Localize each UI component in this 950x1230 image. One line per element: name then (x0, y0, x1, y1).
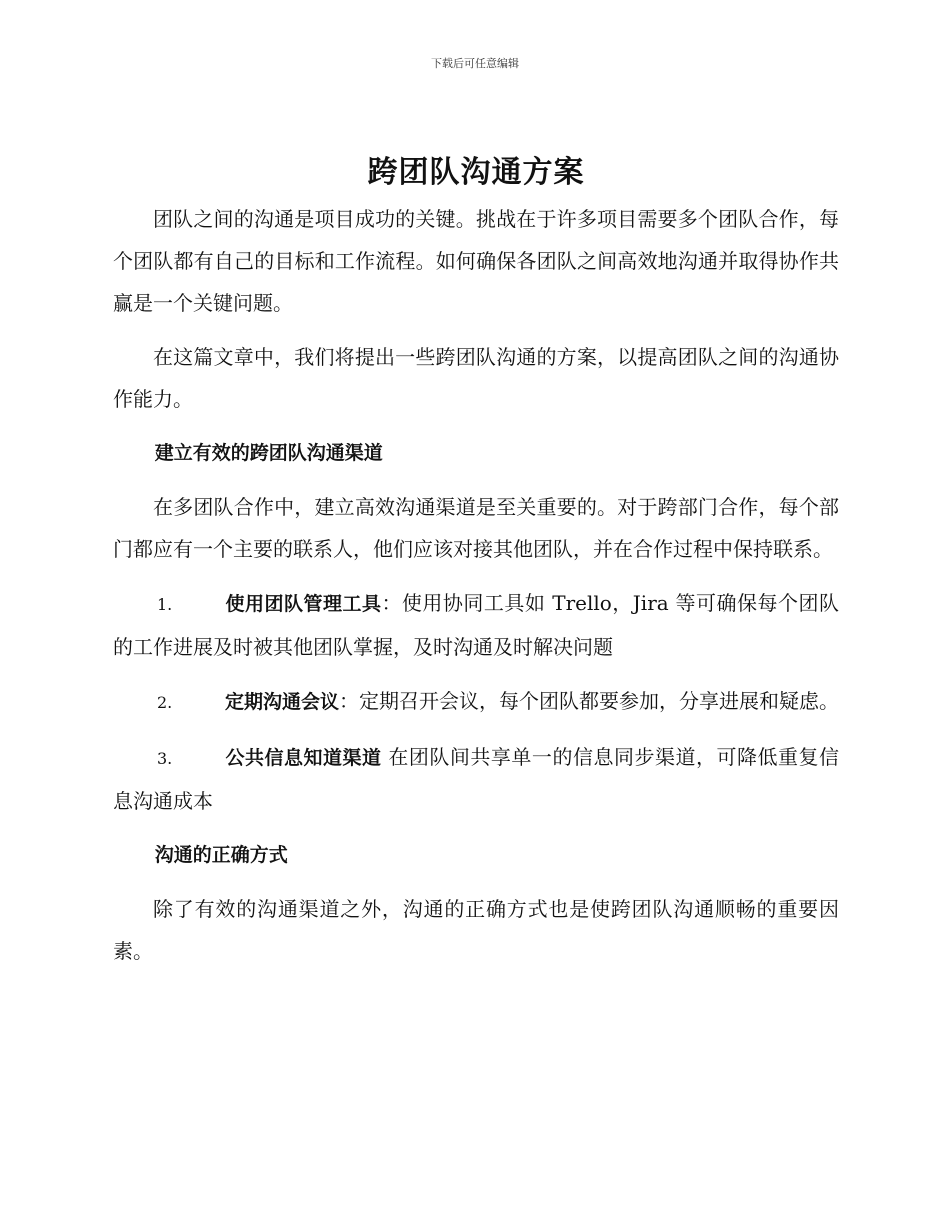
list-item-lead: 定期沟通会议 (225, 691, 340, 713)
document-title: 跨团队沟通方案 (367, 155, 585, 190)
list-number: 1. (157, 595, 173, 614)
list-item-text: 在团队间共享单一的信息同步渠道，可降低重复信息沟通成本 (113, 745, 839, 813)
list-item-text: ：使用协同工具如 Trello，Jira 等可确保每个团队的工作进展及时被其他团队掌握，及时沟通及时解决问题 (113, 591, 839, 659)
list-item (113, 680, 839, 724)
section-heading-methods: 沟通的正确方式 (154, 844, 288, 866)
list-item-lead: 公共信息知道渠道 (225, 747, 382, 769)
list-item-text: ：定期召开会议，每个团队都要参加，分享进展和疑虑。 (339, 689, 840, 713)
list-item-lead: 使用团队管理工具 (225, 593, 382, 615)
intro-paragraph-2: 在这篇文章中，我们将提出一些跨团队沟通的方案，以提高团队之间的沟通协作能力。 (113, 345, 839, 411)
document-body (113, 148, 839, 984)
section-heading-channels: 建立有效的跨团队沟通渠道 (154, 442, 383, 464)
list-number: 3. (157, 749, 173, 768)
list-number: 2. (157, 693, 173, 712)
header-note: 下载后可任意编辑 (431, 57, 519, 70)
intro-paragraph-1: 团队之间的沟通是项目成功的关键。挑战在于许多项目需要多个团队合作，每个团队都有自己的目标和工作流程。如何确保各团队之间高效地沟通并取得协作共赢是一个关键问题。 (113, 207, 839, 315)
list-item (113, 582, 839, 668)
section-paragraph-methods: 除了有效的沟通渠道之外，沟通的正确方式也是使跨团队沟通顺畅的重要因素。 (113, 897, 839, 963)
section-paragraph-channels: 在多团队合作中，建立高效沟通渠道是至关重要的。对于跨部门合作，每个部门都应有一个主要的联系人，他们应该对接其他团队，并在合作过程中保持联系。 (113, 495, 839, 561)
list-item (113, 736, 839, 822)
